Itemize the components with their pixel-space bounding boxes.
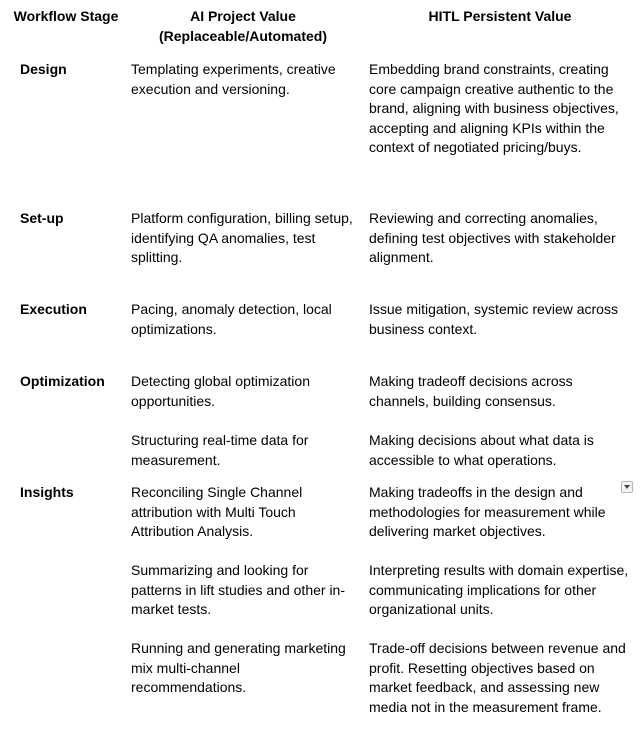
hitl-value-cell: Making tradeoffs in the design and methodologies for measurement while delivering market objectives. xyxy=(369,484,606,539)
stage-cell: Design xyxy=(20,61,67,77)
ai-value-cell: Templating experiments, creative execution and versioning. xyxy=(131,61,336,97)
dropdown-arrow-icon[interactable] xyxy=(621,481,633,493)
header-ai-project-value: AI Project Value (Replaceable/Automated) xyxy=(158,8,328,44)
ai-value-cell: Pacing, anomaly detection, local optimizations. xyxy=(131,301,332,337)
stage-cell: Set-up xyxy=(20,210,64,226)
stage-cell: Execution xyxy=(20,301,87,317)
hitl-value-cell: Making tradeoff decisions across channels, building consensus. xyxy=(369,373,573,409)
header-workflow-stage: Workflow Stage xyxy=(13,8,119,24)
header-hitl-persistent-value: HITL Persistent Value xyxy=(428,8,572,24)
hitl-value-cell: Trade-off decisions between revenue and profit. Resetting objectives based on market feedback, and assessing new media not in the measurement frame. xyxy=(369,640,626,715)
hitl-value-cell: Embedding brand constraints, creating core campaign creative authentic to the brand, aligning with business objectives, accepting and aligning KPIs within the context of negotiated pricing/buys. xyxy=(369,61,619,155)
ai-value-cell: Structuring real-time data for measurement. xyxy=(131,432,309,468)
ai-value-cell: Detecting global optimization opportunities. xyxy=(131,373,310,409)
stage-cell: Optimization xyxy=(20,373,105,389)
hitl-value-cell: Making decisions about what data is accessible to what operations. xyxy=(369,432,594,468)
ai-value-cell: Reconciling Single Channel attribution with Multi Touch Attribution Analysis. xyxy=(131,484,303,539)
stage-cell: Insights xyxy=(20,484,74,500)
hitl-value-cell: Reviewing and correcting anomalies, defining test objectives with stakeholder alignment. xyxy=(369,210,616,265)
hitl-value-cell: Issue mitigation, systemic review across business context. xyxy=(369,301,618,337)
ai-value-cell: Summarizing and looking for patterns in lift studies and other in-market tests. xyxy=(131,562,346,617)
hitl-value-cell: Interpreting results with domain expertise, communicating implications for other organizational units. xyxy=(369,562,629,617)
ai-value-cell: Platform configuration, billing setup, identifying QA anomalies, test splitting. xyxy=(131,210,353,265)
ai-value-cell: Running and generating marketing mix multi-channel recommendations. xyxy=(131,640,346,695)
